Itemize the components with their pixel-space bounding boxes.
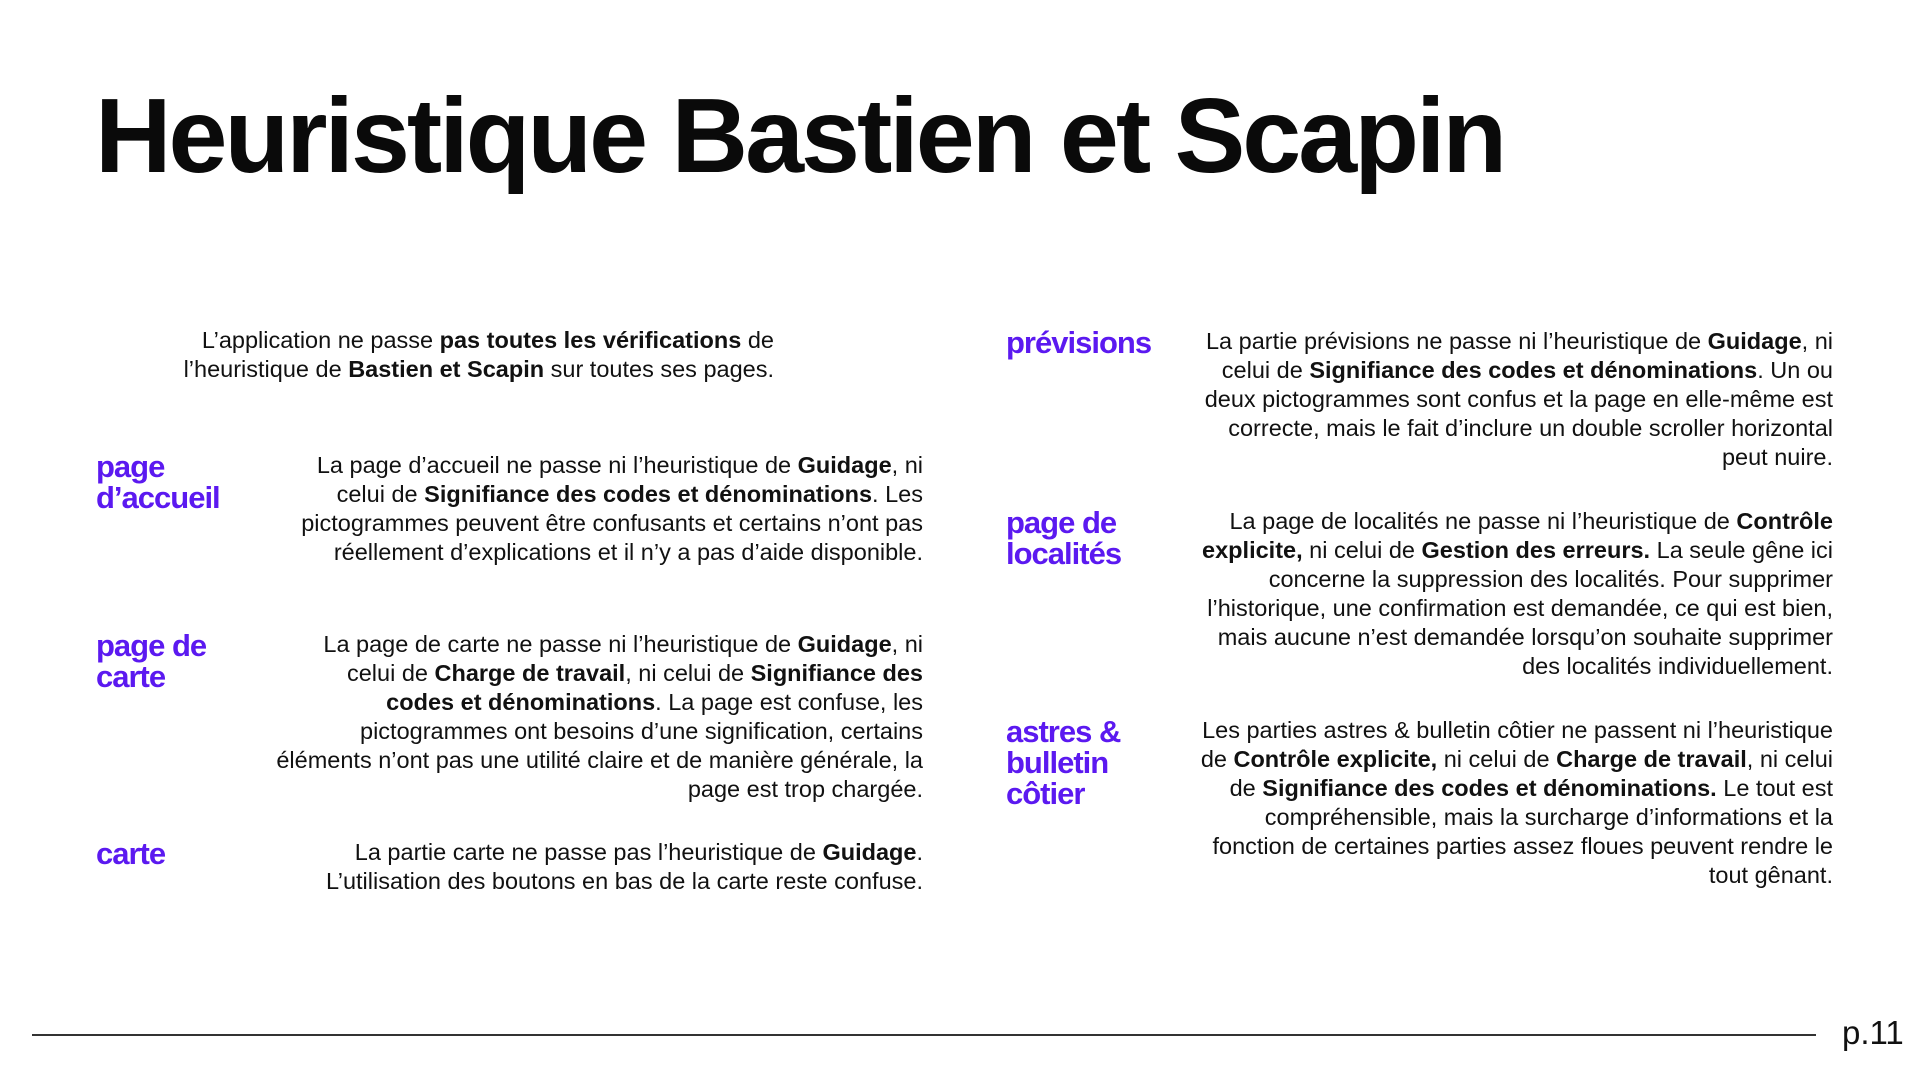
text-run: La page de localités ne passe ni l’heuristique de bbox=[1229, 508, 1737, 534]
section-label-page-de-carte: page de carte bbox=[96, 628, 207, 694]
text-run: Le tout est compréhensible, mais la surcharge d’informations et la fonction de certaines parties assez floues peuvent rendre le tout gênant. bbox=[1212, 775, 1833, 888]
intro-text: de l’heuristique de bbox=[183, 327, 774, 382]
footer-divider bbox=[32, 1034, 1816, 1036]
section-text-page-de-localites bbox=[1183, 507, 1833, 681]
text-run: , ni celui de bbox=[336, 452, 923, 507]
section-label-astres-bulletin-cotier: astres & bulletin côtier bbox=[1006, 714, 1121, 811]
text-run: ni celui de bbox=[1437, 746, 1557, 772]
text-emphasis: Charge de travail bbox=[434, 660, 626, 686]
text-run: La partie prévisions ne passe ni l’heuristique de bbox=[1205, 328, 1708, 354]
intro-emphasis: Bastien et Scapin bbox=[348, 356, 545, 382]
section-text-page-accueil bbox=[273, 451, 923, 567]
text-run: . Un ou deux pictogrammes sont confus et la page en elle-même est correcte, mais le fait d’inclure un double scroller horizontal peut nuire. bbox=[1204, 357, 1833, 470]
text-emphasis: Guidage bbox=[1707, 328, 1802, 354]
intro-text: L’application ne passe bbox=[201, 327, 440, 353]
page-title: Heuristique Bastien et Scapin bbox=[95, 77, 1505, 195]
intro-paragraph bbox=[100, 326, 774, 384]
section-text-astres-bulletin-cotier bbox=[1183, 716, 1833, 890]
text-run: . La page est confuse, les pictogrammes ont besoins d’une signification, certains éléments n’ont pas une utilité claire et de manière générale, la page est trop chargée. bbox=[276, 689, 923, 802]
text-run: . Les pictogrammes peuvent être confusants et certains n’ont pas réellement d’explications et il n’y a pas d’aide disponible. bbox=[301, 481, 923, 565]
text-emphasis: Guidage bbox=[797, 452, 892, 478]
section-text-page-de-carte bbox=[273, 630, 923, 804]
text-emphasis: Contrôle explicite, bbox=[1202, 508, 1833, 563]
section-text-carte bbox=[243, 838, 923, 896]
text-emphasis: Charge de travail bbox=[1556, 746, 1747, 772]
text-run: , ni celui de bbox=[625, 660, 751, 686]
text-emphasis: Contrôle explicite, bbox=[1233, 746, 1438, 772]
text-run: Les parties astres & bulletin côtier ne passent ni l’heuristique de bbox=[1200, 717, 1833, 772]
text-run: La page de carte ne passe ni l’heuristique de bbox=[323, 631, 798, 657]
page-number: p.11 bbox=[1842, 1014, 1904, 1051]
text-run: ni celui de bbox=[1302, 537, 1422, 563]
text-emphasis: Signifiance des codes et dénominations bbox=[1309, 357, 1758, 383]
text-emphasis: Signifiance des codes et dénominations. bbox=[1262, 775, 1717, 801]
section-text-previsions bbox=[1183, 327, 1833, 472]
text-run: , ni celui de bbox=[1229, 746, 1833, 801]
text-run: . L’utilisation des boutons en bas de la carte reste confuse. bbox=[325, 839, 923, 894]
intro-text: sur toutes ses pages. bbox=[544, 356, 774, 382]
section-label-previsions: prévisions bbox=[1006, 325, 1152, 360]
intro-emphasis: pas toutes les vérifications bbox=[439, 327, 742, 353]
section-label-carte: carte bbox=[96, 836, 166, 871]
text-emphasis: Signifiance des codes et dénominations bbox=[386, 660, 923, 715]
text-run: La seule gêne ici concerne la suppression des localités. Pour supprimer l’historique, une confirmation est demandée, ce qui est bien, mais aucune n’est demandée lorsqu’on souhaite supprimer des localités individuellement. bbox=[1207, 537, 1833, 679]
section-label-page-de-localites: page de localités bbox=[1006, 505, 1122, 571]
text-emphasis: Gestion des erreurs. bbox=[1421, 537, 1651, 563]
text-run: La partie carte ne passe pas l’heuristique de bbox=[354, 839, 823, 865]
text-emphasis: Signifiance des codes et dénominations bbox=[424, 481, 873, 507]
section-label-page-accueil: page d’accueil bbox=[96, 449, 220, 515]
text-run: , ni celui de bbox=[1221, 328, 1833, 383]
text-emphasis: Guidage bbox=[822, 839, 917, 865]
text-emphasis: Guidage bbox=[797, 631, 892, 657]
text-run: , ni celui de bbox=[346, 631, 923, 686]
text-run: La page d’accueil ne passe ni l’heuristique de bbox=[316, 452, 798, 478]
